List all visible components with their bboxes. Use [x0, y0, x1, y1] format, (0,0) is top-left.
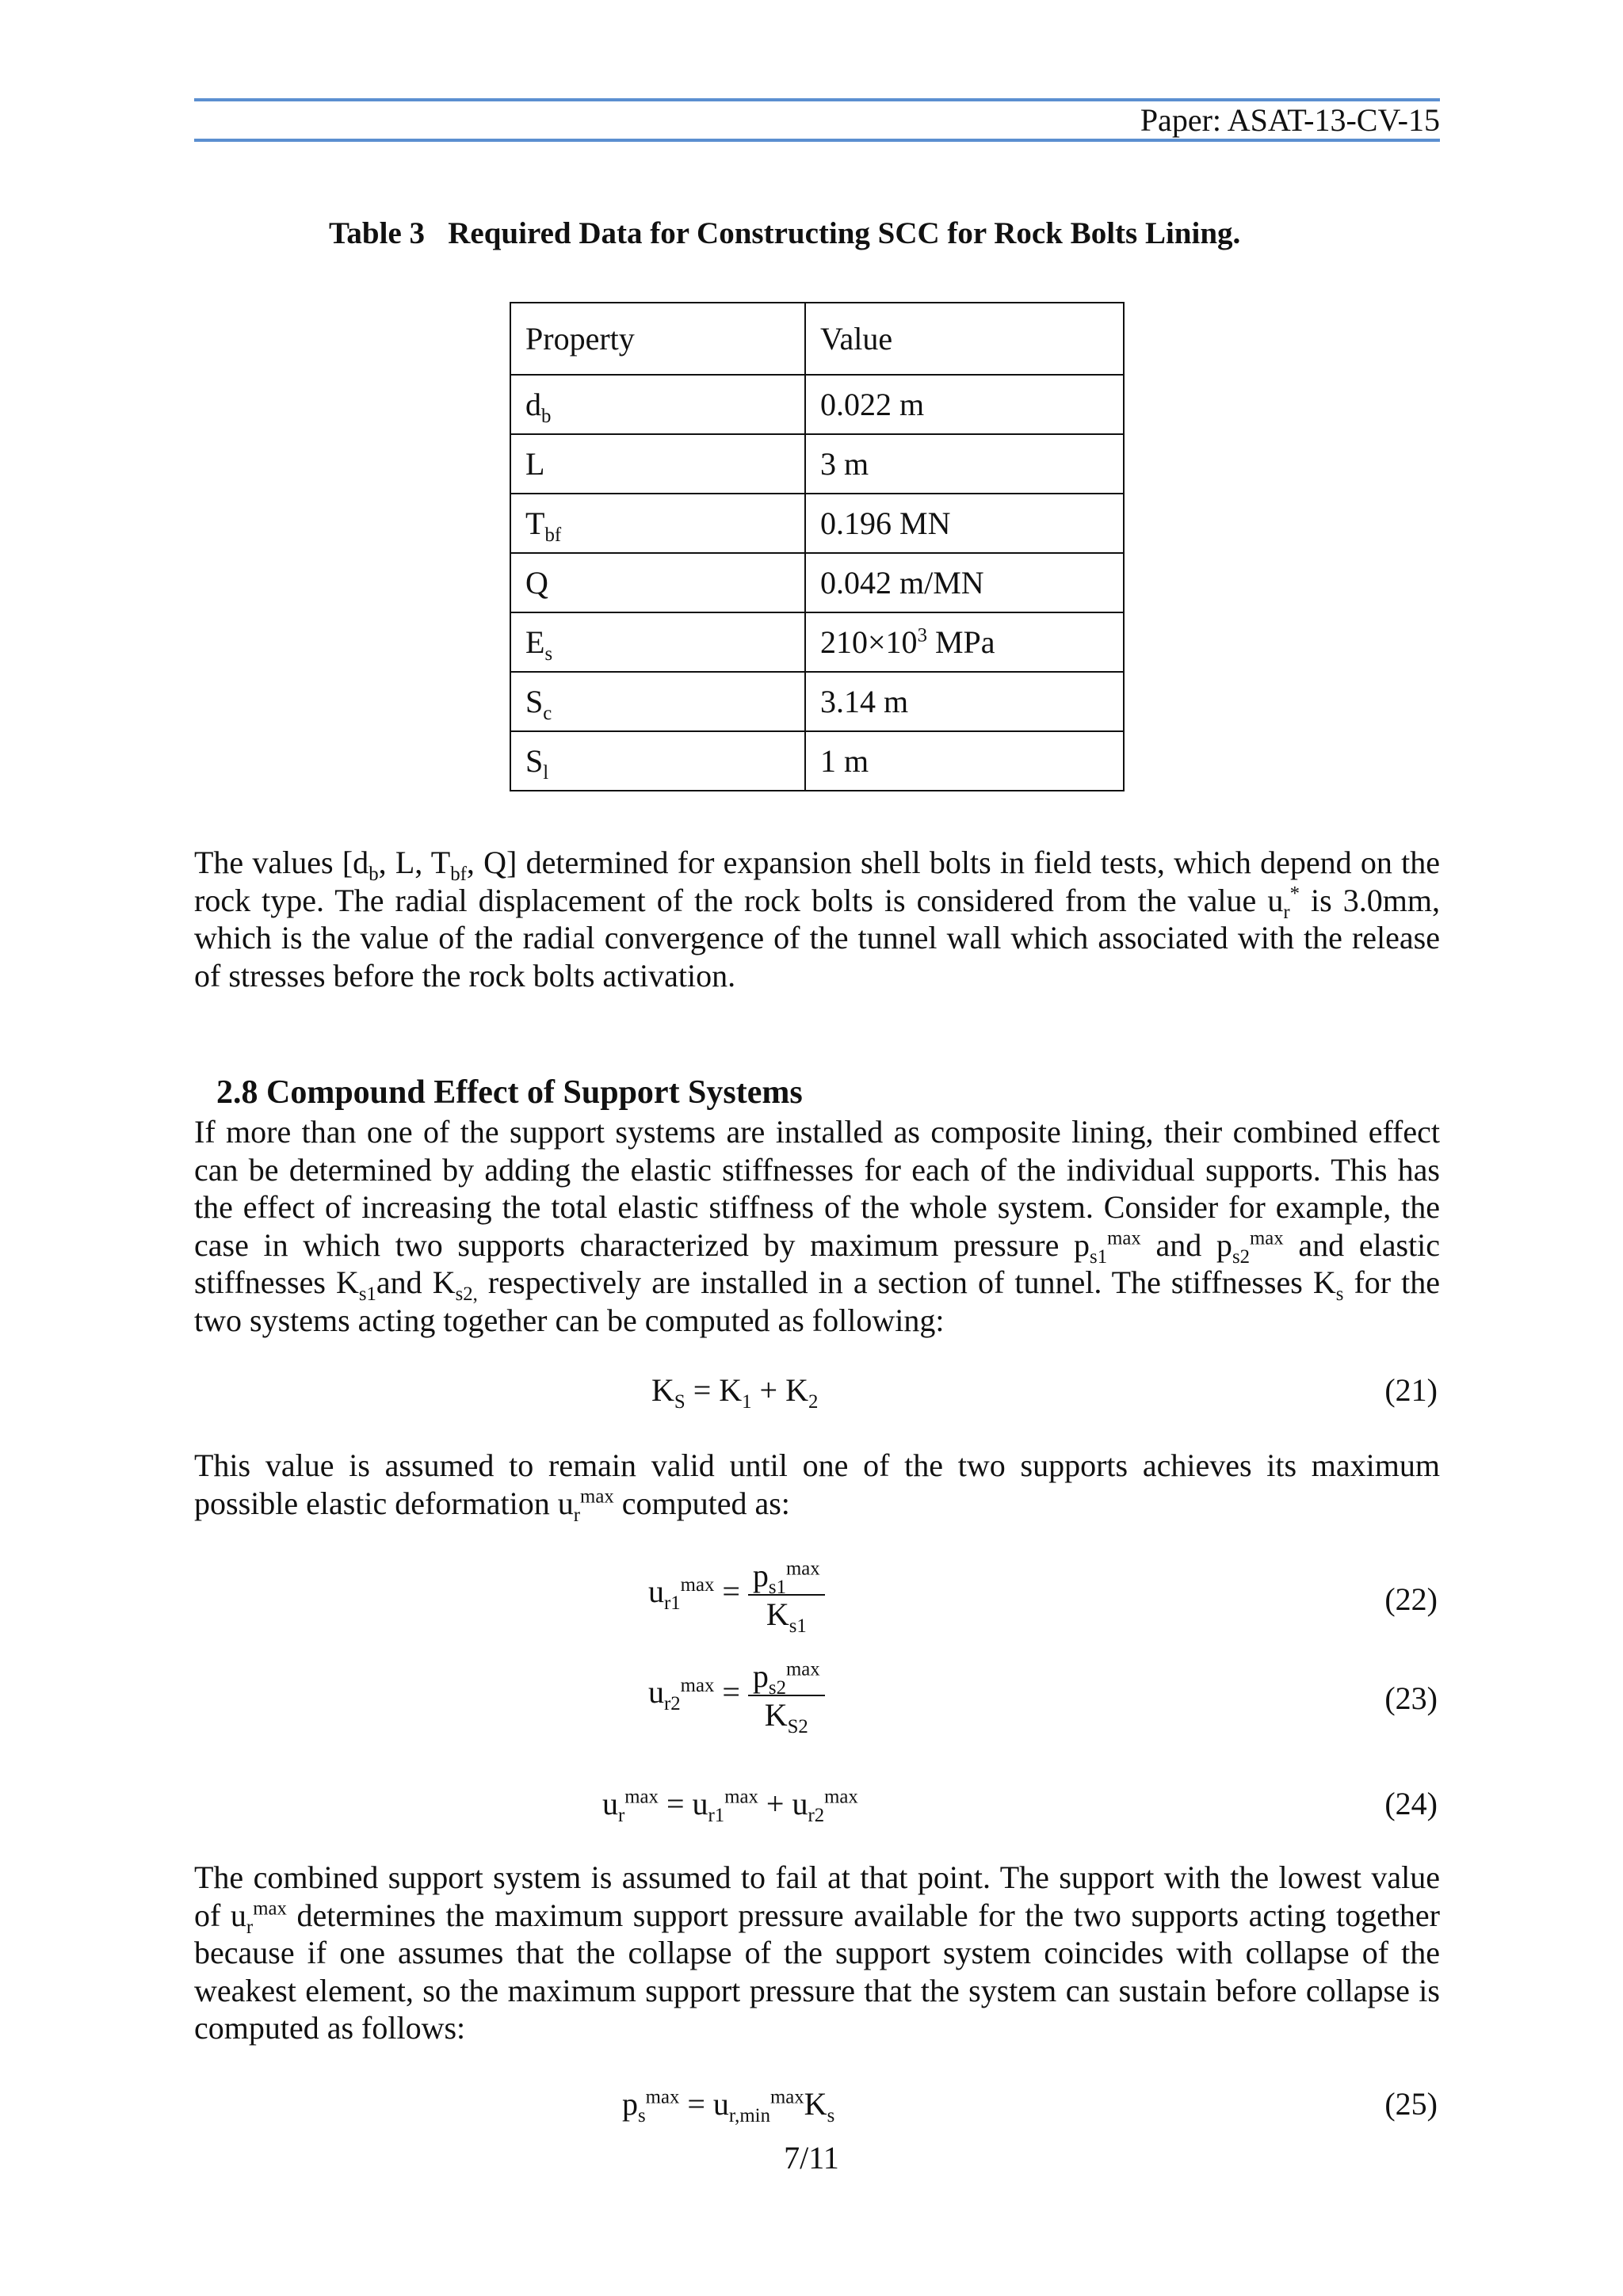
- equation-number-22: (22): [1384, 1581, 1438, 1617]
- value-cell: 0.042 m/MN: [805, 553, 1124, 612]
- section-heading: 2.8 Compound Effect of Support Systems: [216, 1074, 803, 1111]
- equation-number-23: (23): [1384, 1680, 1438, 1716]
- property-cell: L: [510, 434, 805, 494]
- value-cell: 3.14 m: [805, 672, 1124, 731]
- page-number: 7/11: [784, 2140, 839, 2176]
- equation-number-25: (25): [1384, 2086, 1438, 2122]
- property-cell: $E_s$: [510, 612, 805, 672]
- table-row: [510, 494, 1124, 553]
- fraction: $\frac{p_{s1}^{max}}{K_{s1}}$: [748, 1557, 825, 1633]
- property-cell: Q: [510, 553, 805, 612]
- fraction: $\frac{p_{s2}^{max}}{K_{S2}}$: [748, 1657, 825, 1733]
- value-cell: 0.196 MN: [805, 494, 1124, 553]
- equation-22: $u_{r1}^{max}$ = $\frac{p_{s1}^{max}}{K_{s1}}$: [648, 1557, 825, 1633]
- property-cell: $T_{bf}$: [510, 494, 805, 553]
- table-row: [510, 553, 1124, 612]
- table-row: [510, 375, 1124, 434]
- table-row: [510, 434, 1124, 494]
- property-cell: $S_l$: [510, 731, 805, 791]
- property-cell: $d_b$: [510, 375, 805, 434]
- value-cell: $210\times 10^3$ MPa: [805, 612, 1124, 672]
- property-cell: $S_c$: [510, 672, 805, 731]
- paragraph-elastic-deformation: This value is assumed to remain valid until one of the two supports achieves its maximum possible elastic deformation $u_r^{max}$ computed as:: [194, 1447, 1440, 1526]
- column-header-value: Value: [805, 303, 1124, 375]
- table-header-row: [510, 303, 1124, 375]
- equation-25: $p_s^{max} = u_{r,min}^{max}K_s$: [622, 2086, 835, 2126]
- paper-id: Paper: ASAT-13-CV-15: [1140, 102, 1440, 138]
- paragraph-bolt-values: The values [$d_b$, L, $T_{bf}$, Q] determined for expansion shell bolts in field tests, which depend on the rock type. The radial displacement of the rock bolts is considered from the value $u_r^*$ is 3.0mm, which is the value of the radial convergence of the tunnel wall which associated with the release of stresses before the rock bolts activation.: [194, 845, 1441, 994]
- header-rule-bottom: [194, 139, 1440, 142]
- value-cell: 1 m: [805, 731, 1124, 791]
- column-header-property: Property: [510, 303, 805, 375]
- rock-bolt-data-table: [510, 302, 1125, 791]
- equation-23: $u_{r2}^{max}$ = $\frac{p_{s2}^{max}}{K_{S2}}$: [648, 1657, 825, 1733]
- equation-number-24: (24): [1384, 1786, 1438, 1821]
- equation-24: $u_r^{max} = u_{r1}^{max} + u_{r2}^{max}$: [602, 1786, 858, 1826]
- table-row: [510, 731, 1124, 791]
- table-row: [510, 672, 1124, 731]
- equation-number-21: (21): [1384, 1372, 1438, 1408]
- value-cell: 0.022 m: [805, 375, 1124, 434]
- paragraph-combined-failure: The combined support system is assumed to fail at that point. The support with the lowest value of $u_r^{max}$ determines the maximum support pressure available for the two supports acting together because if one assumes that the collapse of the support system coincides with collapse of the weakest element, so the maximum support pressure that the system can sustain before collapse is computed as follows:: [194, 1859, 1441, 2046]
- paragraph-composite-lining: If more than one of the support systems are installed as composite lining, their combined effect can be determined by adding the elastic stiffnesses for each of the individual supports. This has the effect of increasing the total elastic stiffness of the whole system. Consider for example, the case in which two supports characterized by maximum pressure $p_{s1}^{max}$ and $p_{s2}^{max}$ and elastic stiffnesses $K_{s1}and$ $K_{s2,}$ respectively are installed in a section of tunnel. The stiffnesses $K_s$ for the two systems acting together can be computed as following:: [194, 1114, 1441, 1338]
- value-cell: 3 m: [805, 434, 1124, 494]
- table-row: [510, 612, 1124, 672]
- table-caption: Table 3 Required Data for Constructing SCC for Rock Bolts Lining.: [329, 216, 1241, 250]
- equation-21: $K_S = K_1 + K_2$: [651, 1372, 819, 1413]
